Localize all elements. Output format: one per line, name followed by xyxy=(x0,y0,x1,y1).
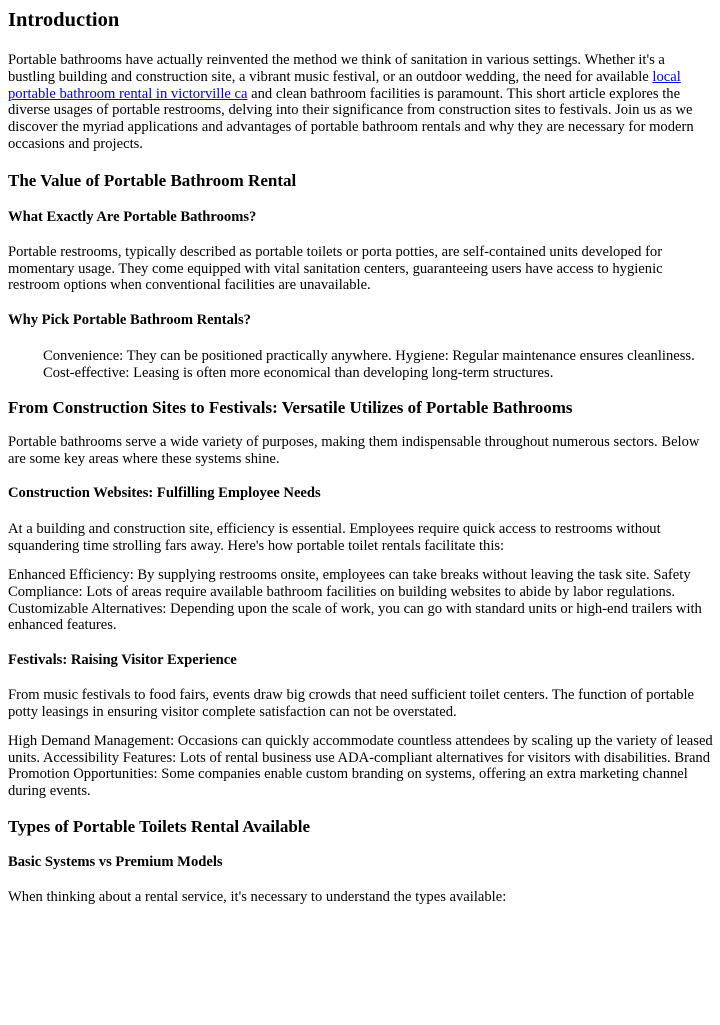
heading-value: The Value of Portable Bathroom Rental xyxy=(8,170,297,190)
heading-why-pick: Why Pick Portable Bathroom Rentals? xyxy=(8,312,251,329)
heading-types: Types of Portable Toilets Rental Available xyxy=(8,816,311,836)
paragraph-festivals-2: High Demand Management: Occasions can quickly accommodate countless attendees by scaling up the variety of leased units. Accessibility Features: Lots of rental business use ADA-compliant alternatives for visitors with disabilities. Brand Promotion Opportunities: Some companies enable custom branding on systems, offering an extra marketing channel during events. xyxy=(8,732,713,800)
intro-text-1: Portable bathrooms have actually reinvented the method we think of sanitation in various settings. Whether it's a bustling building and construction site, a vibrant music festival, or an outdoor wedding, the need for available xyxy=(8,52,665,85)
link-local-portable-bathroom-rental[interactable]: local portable bathroom rental in victorville ca xyxy=(8,68,681,102)
paragraph-construction-2: Enhanced Efficiency: By supplying restrooms onsite, employees can take breaks without leaving the task site. Safety Compliance: Lots of areas require available bathroom facilities on building websites to abide by labor regulations. Customizable Alternatives: Depending upon the scale of work, you can go with standard units or high-end trailers with enhanced features. xyxy=(8,566,702,634)
paragraph-basic: When thinking about a rental service, it's necessary to understand the types available: xyxy=(8,888,507,905)
heading-what-exactly: What Exactly Are Portable Bathrooms? xyxy=(8,208,257,225)
heading-versatile-uses: From Construction Sites to Festivals: Versatile Utilizes of Portable Bathrooms xyxy=(8,397,573,417)
paragraph-why-pick: Convenience: They can be positioned practically anywhere. Hygiene: Regular maintenance ensures cleanliness. Cost-effective: Leasing is often more economical than developing long-term structures. xyxy=(43,348,695,381)
paragraph-intro xyxy=(8,52,713,153)
paragraph-versatile-uses: Portable bathrooms serve a wide variety of purposes, making them indispensable throughout numerous sectors. Below are some key areas where these systems shine. xyxy=(8,433,700,467)
heading-construction: Construction Websites: Fulfilling Employee Needs xyxy=(8,485,321,502)
paragraph-festivals-1: From music festivals to food fairs, events draw big crowds that need sufficient toilet centers. The function of portable potty leasings in ensuring visitor complete satisfaction can not be overstated. xyxy=(8,687,694,720)
heading-festivals: Festivals: Raising Visitor Experience xyxy=(8,652,237,669)
intro-text-2: and clean bathroom facilities is paramount. This short article explores the diverse usages of portable restrooms, delving into their significance from construction sites to festivals. Join us as we discover the myriad applications and advantages of portable bathroom rentals and why they are necessary for modern occasions and projects. xyxy=(8,85,694,152)
heading-introduction: Introduction xyxy=(8,9,120,31)
paragraph-construction-1: At a building and construction site, efficiency is essential. Employees require quick access to restrooms without squandering time strolling fars away. Here's how portable toilet rentals facilitate this: xyxy=(8,521,661,555)
heading-basic-vs-premium: Basic Systems vs Premium Models xyxy=(8,853,223,870)
paragraph-what-exactly: Portable restrooms, typically described as portable toilets or porta potties, are self-contained units developed for momentary usage. They come equipped with vital sanitation centers, guaranteeing users have access to hygienic restroom options when conventional facilities are unavailable. xyxy=(8,243,663,294)
article xyxy=(0,8,713,906)
